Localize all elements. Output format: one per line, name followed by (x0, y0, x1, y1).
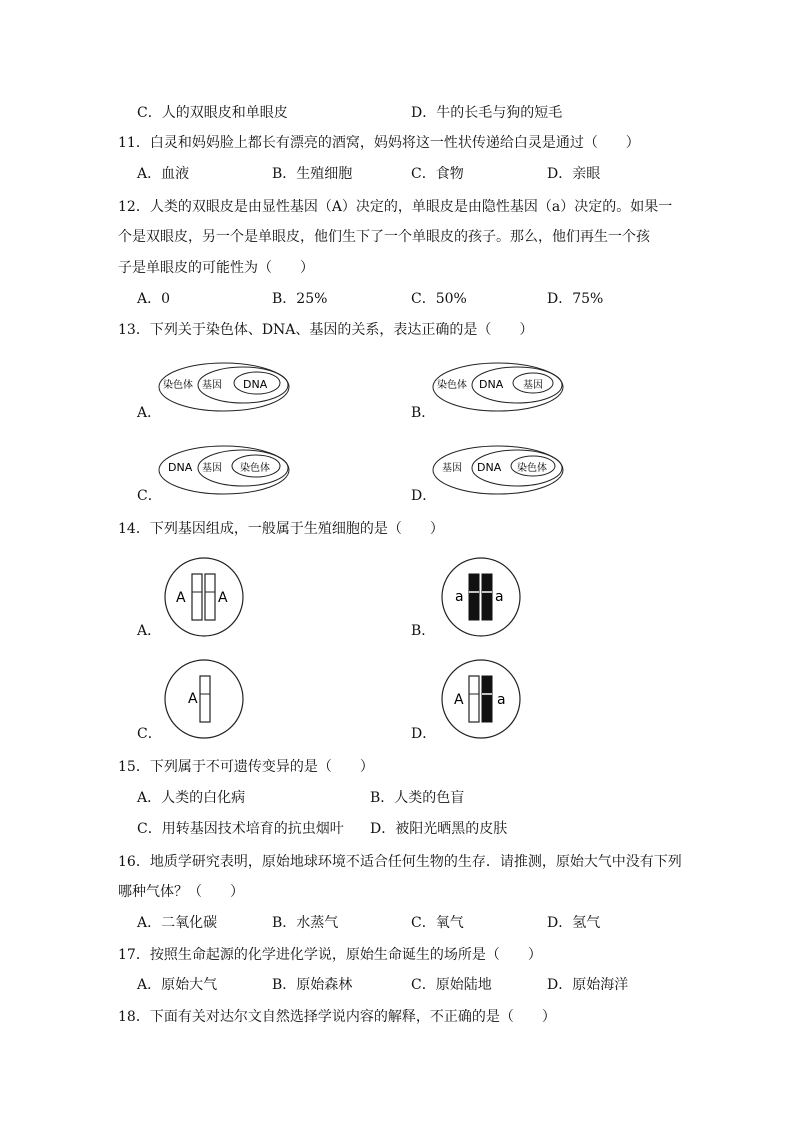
q12-option-a: A．0 (137, 291, 171, 307)
q14-b-right-allele: a (495, 589, 504, 605)
q14-a-right-allele: A (218, 590, 228, 606)
q14-b-left-allele: a (455, 589, 464, 605)
q13-a-inner-label: DNA (243, 378, 268, 391)
q11-stem: 11．白灵和妈妈脸上都长有漂亮的酒窝，妈妈将这一性状传递给白灵是通过（ ） (118, 135, 640, 151)
q13-diagram-a (158, 362, 290, 412)
q13-stem: 13．下列关于染色体、DNA、基因的关系，表达正确的是（ ） (118, 322, 534, 338)
q14-cell-d (439, 658, 523, 742)
q15-stem: 15．下列属于不可遗传变异的是（ ） (118, 759, 374, 775)
q15-option-b: B．人类的色盲 (370, 790, 465, 806)
q15-option-d: D．被阳光晒黑的皮肤 (370, 821, 508, 837)
q16-stem-line-1: 16．地质学研究表明，原始地球环境不适合任何生物的生存．请推测，原始大气中没有下列 (118, 854, 682, 870)
q14-d-left-allele: A (454, 692, 464, 708)
q12-stem-line-3: 子是单眼皮的可能性为（ ） (118, 260, 314, 276)
q15-option-a: A．人类的白化病 (137, 790, 246, 806)
q14-a-left-allele: A (176, 590, 186, 606)
q13-b-middle-label: DNA (479, 378, 504, 391)
q12-stem-line-2: 个是双眼皮，另一个是单眼皮，他们生下了一个单眼皮的孩子。那么，他们再生一个孩 (118, 229, 650, 245)
q12-option-b: B．25% (272, 291, 328, 307)
q13-option-c-letter: C． (137, 488, 162, 504)
q17-option-d: D．原始海洋 (547, 977, 629, 993)
q13-c-outer-label: DNA (168, 461, 193, 474)
q17-option-c: C．原始陆地 (411, 977, 492, 993)
q15-option-c: C．用转基因技术培育的抗虫烟叶 (137, 821, 344, 837)
q13-c-middle-label: 基因 (202, 463, 222, 474)
q14-option-b-letter: B． (411, 623, 436, 639)
q12-option-c: C．50% (411, 291, 467, 307)
q11-option-b: B．生殖细胞 (272, 166, 353, 182)
q17-option-b: B．原始森林 (272, 977, 353, 993)
q12-option-d: D．75% (547, 291, 604, 307)
q16-option-c: C．氧气 (411, 915, 464, 931)
q16-option-a: A．二氧化碳 (137, 915, 218, 931)
q13-a-middle-label: 基因 (202, 380, 222, 391)
q12-stem-line-1: 12．人类的双眼皮是由显性基因（A）决定的，单眼皮是由隐性基因（a）决定的。如果一 (118, 199, 673, 215)
q10-option-d: D．牛的长毛与狗的短毛 (411, 105, 563, 121)
q13-option-b-letter: B． (411, 405, 436, 421)
q13-d-inner-label: 染色体 (517, 463, 547, 474)
q14-cell-a (162, 556, 246, 640)
q13-diagram-d (432, 445, 564, 495)
q13-option-a-letter: A． (137, 405, 162, 421)
q13-diagram-b (432, 362, 564, 412)
q13-b-inner-label: 基因 (523, 380, 543, 391)
q13-diagram-c (158, 445, 290, 495)
q14-c-allele: A (188, 691, 198, 707)
q13-d-outer-label: 基因 (442, 463, 462, 474)
q14-option-a-letter: A． (137, 623, 162, 639)
q13-b-outer-label: 染色体 (437, 380, 467, 391)
q14-cell-c (162, 658, 246, 742)
q14-cell-b (439, 556, 523, 640)
q14-stem: 14．下列基因组成，一般属于生殖细胞的是（ ） (118, 521, 444, 537)
q13-a-outer-label: 染色体 (163, 380, 193, 391)
q16-stem-line-2: 哪种气体？（ ） (118, 884, 244, 900)
q16-option-b: B．水蒸气 (272, 915, 339, 931)
q18-stem: 18．下面有关对达尔文自然选择学说内容的解释，不正确的是（ ） (118, 1009, 556, 1025)
q14-option-d-letter: D． (411, 726, 437, 742)
q13-d-middle-label: DNA (477, 461, 502, 474)
q17-option-a: A．原始大气 (137, 977, 218, 993)
q13-option-d-letter: D． (411, 488, 437, 504)
q17-stem: 17．按照生命起源的化学进化学说，原始生命诞生的场所是（ ） (118, 947, 542, 963)
q11-option-a: A．血液 (137, 166, 190, 182)
q16-option-d: D．氢气 (547, 915, 601, 931)
q11-option-d: D．亲眼 (547, 166, 601, 182)
q14-d-right-allele: a (497, 692, 506, 708)
q11-option-c: C．食物 (411, 166, 464, 182)
q13-c-inner-label: 染色体 (240, 463, 270, 474)
q14-option-c-letter: C． (137, 726, 162, 742)
q10-option-c: C．人的双眼皮和单眼皮 (137, 105, 288, 121)
